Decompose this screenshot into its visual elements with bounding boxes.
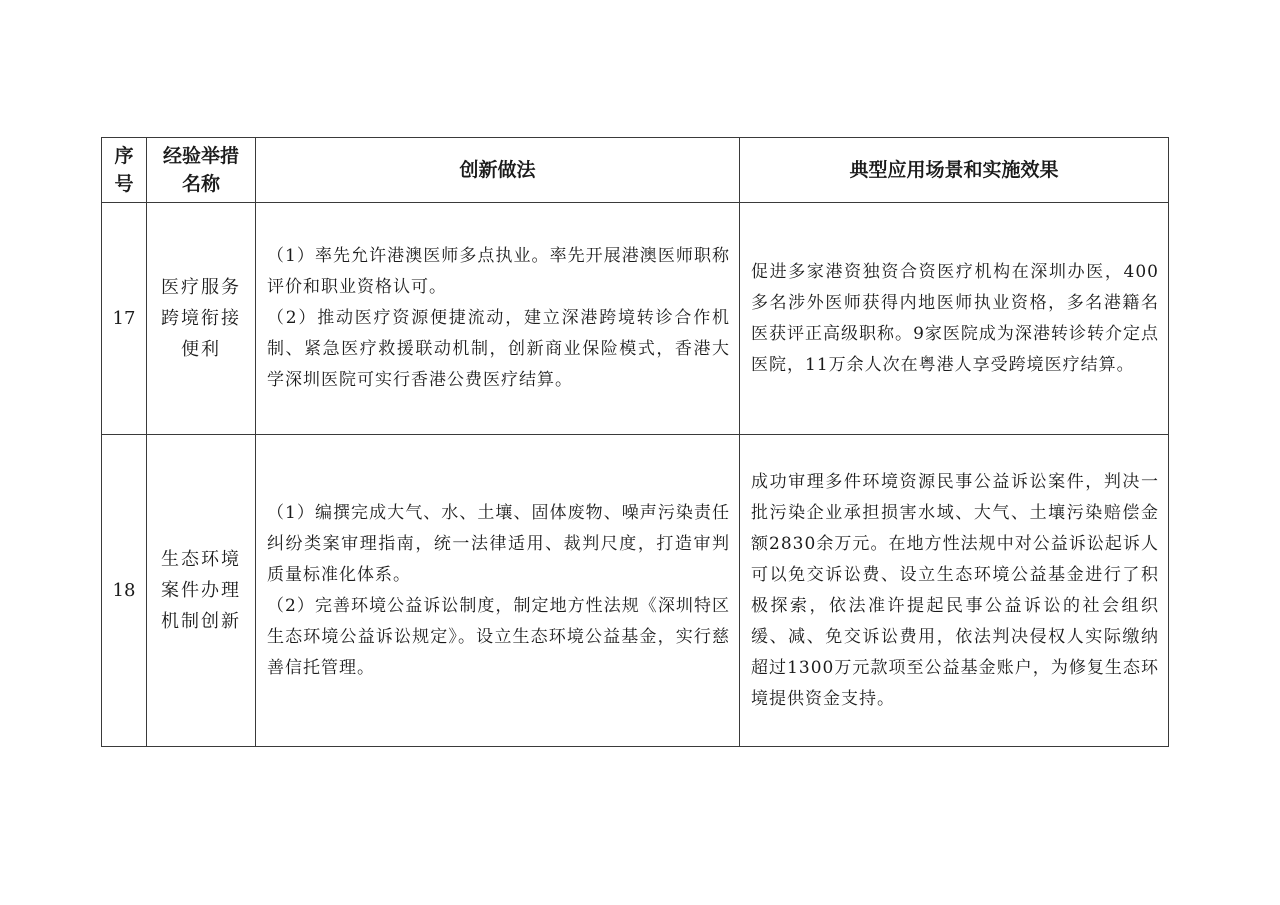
header-name-line1: 经验举措 [162,145,239,167]
practice-item: （2）完善环境公益诉讼制度，制定地方性法规《深圳特区生态环境公益诉讼规定》。设立生态环境公益基金，实行慈善信托管理。 [267,595,730,678]
table-row [102,203,1169,435]
practice-item: （2）推动医疗资源便捷流动，建立深港跨境转诊合作机制、紧急医疗救援联动机制，创新商业保险模式，香港大学深圳医院可实行香港公费医疗结算。 [267,308,730,390]
measure-name-line: 医疗服务 [161,277,241,298]
header-effect: 典型应用场景和实施效果 [740,138,1169,203]
measure-name-line: 机制创新 [161,611,241,632]
measure-name-line: 生态环境 [161,549,241,570]
measure-name [147,435,256,747]
row-number: 17 [102,203,147,435]
practice-cell [256,435,740,747]
practice-item: （1）率先允许港澳医师多点执业。率先开展港澳医师职称评价和职业资格认可。 [267,246,730,297]
practice-item: （1）编撰完成大气、水、土壤、固体废物、噪声污染责任纠纷类案审理指南，统一法律适用、裁判尺度，打造审判质量标准化体系。 [267,502,730,585]
table-row [102,435,1169,747]
measure-name [147,203,256,435]
experience-table [101,137,1169,747]
effect-cell [740,203,1169,435]
effect-text: 促进多家港资独资合资医疗机构在深圳办医，400多名涉外医师获得内地医师执业资格，多名港籍名医获评正高级职称。9家医院成为深港转诊转介定点医院，11万余人次在粤港人享受跨境医疗结算。 [751,261,1159,375]
header-name-line2: 名称 [181,173,220,195]
row-number: 18 [102,435,147,747]
measure-name-line: 便利 [181,339,221,360]
header-seq [102,138,147,203]
practice-cell [256,203,740,435]
effect-cell [740,435,1169,747]
header-name [147,138,256,203]
table-header-row [102,138,1169,203]
header-practice: 创新做法 [256,138,740,203]
measure-name-line: 跨境衔接 [161,308,241,329]
header-seq-line1: 序 [114,145,134,167]
effect-text: 成功审理多件环境资源民事公益诉讼案件，判决一批污染企业承担损害水域、大气、土壤污染赔偿金额2830余万元。在地方性法规中对公益诉讼起诉人可以免交诉讼费、设立生态环境公益基金进行了积极探索，依法准许提起民事公益诉讼的社会组织缓、减、免交诉讼费用，依法判决侵权人实际缴纳超过1300万元款项至公益基金账户，为修复生态环境提供资金支持。 [751,471,1159,709]
measure-name-line: 案件办理 [161,580,241,601]
header-seq-line2: 号 [114,173,134,195]
